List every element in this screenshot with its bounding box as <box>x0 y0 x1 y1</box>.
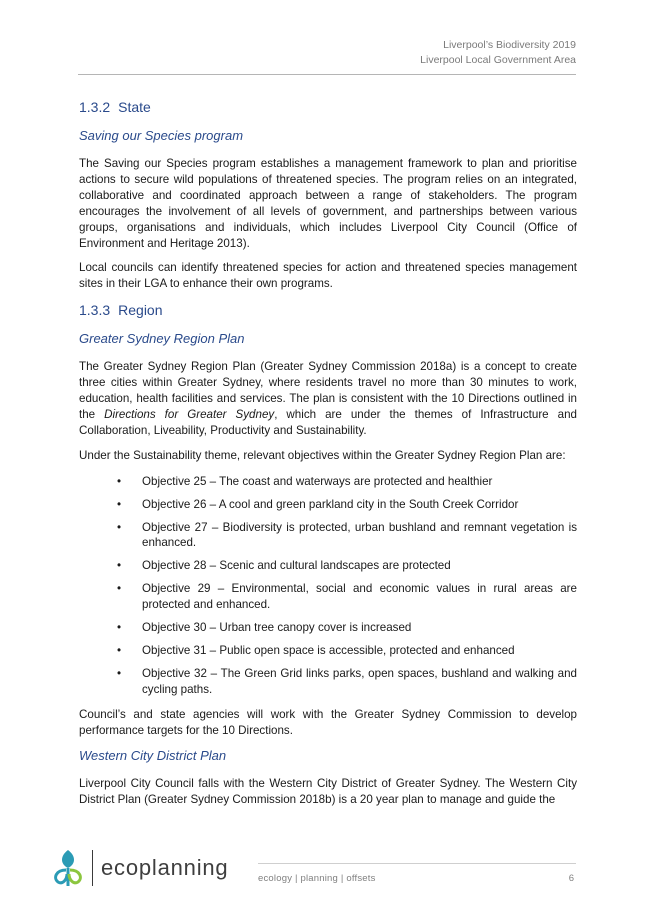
list-item-text: Objective 31 – Public open space is accessible, protected and enhanced <box>142 643 515 657</box>
bullet-icon: • <box>117 621 122 635</box>
list-item-text: Objective 32 – The Green Grid links parks, open spaces, bushland and walking and cycling paths. <box>142 666 577 696</box>
list-item <box>79 620 577 636</box>
page-body <box>79 98 577 808</box>
text-run: The Greater Sydney Region Plan (Greater Sydney Commission 2018a) is a concept to create three cities within Greater Sydney, where residents travel no more than 30 minutes to work, education, health facilities and services. The plan is consistent with the 10 Directions outlined in the <box>79 360 577 421</box>
objectives-list <box>79 474 577 698</box>
list-item-text: Objective 28 – Scenic and cultural landscapes are protected <box>142 559 451 573</box>
section-title: Region <box>118 302 163 319</box>
bullet-icon: • <box>117 666 122 680</box>
bullet-icon: • <box>117 497 122 511</box>
header-document-title: Liverpool’s Biodiversity 2019 <box>443 39 576 51</box>
section-heading-state <box>79 98 577 116</box>
list-item-text: Objective 27 – Biodiversity is protected, urban bushland and remnant vegetation is enhanced. <box>142 520 577 550</box>
bullet-icon: • <box>117 520 122 534</box>
paragraph-saving-species-1: The Saving our Species program establishes a management framework to plan and prioritise actions to secure wild populations of threatened species. The program relies on an integrated, collaborative and coordinated approach between a range of stakeholders. The program encourages the involvement of all levels of government, and partnerships between various groups, organisations and individuals, which includes Liverpool City Council (Office of Environment and Heritage 2013). <box>79 157 577 250</box>
list-item <box>79 474 577 490</box>
page-header <box>420 38 576 68</box>
text-run: , which are under the themes of Infrastructure and Collaboration, Liveability, Productivity and Sustainability. <box>79 407 577 437</box>
paragraph-saving-species-2: Local councils can identify threatened species for action and threatened species management sites in their LGA to enhance their own programs. <box>79 261 577 291</box>
bullet-icon: • <box>117 474 122 488</box>
header-area-name: Liverpool Local Government Area <box>420 54 576 66</box>
footer-divider <box>258 863 576 864</box>
paragraph-greater-sydney-1 <box>79 359 577 439</box>
ecoplanning-leaf-icon <box>50 848 86 888</box>
document-title-italic: Directions for Greater Sydney <box>104 407 275 421</box>
list-item <box>79 643 577 659</box>
list-item <box>79 581 577 613</box>
subheading-greater-sydney-region-plan: Greater Sydney Region Plan <box>79 331 245 347</box>
ecoplanning-logo <box>50 848 228 888</box>
list-item-text: Objective 26 – A cool and green parkland city in the South Creek Corridor <box>142 497 519 511</box>
subheading-saving-our-species: Saving our Species program <box>79 128 244 143</box>
list-item-text: Objective 30 – Urban tree canopy cover is increased <box>142 621 412 635</box>
list-item <box>79 666 577 698</box>
section-number: 1.3.2 <box>79 99 111 115</box>
logo-divider <box>92 850 93 886</box>
subheading-western-city-district-plan: Western City District Plan <box>79 748 227 764</box>
section-number: 1.3.3 <box>79 302 111 319</box>
list-item <box>79 520 577 552</box>
page-number: 6 <box>568 873 574 884</box>
footer-tagline: ecology | planning | offsets <box>258 873 376 884</box>
section-title: State <box>118 99 151 115</box>
list-item <box>79 558 577 574</box>
list-item-text: Objective 29 – Environmental, social and economic values in rural areas are protected and enhanced. <box>142 582 577 612</box>
logo-wordmark: ecoplanning <box>101 855 229 880</box>
paragraph-western-city-1: Liverpool City Council falls with the Western City District of Greater Sydney. The Western City District Plan (Greater Sydney Commission 2018b) is a 20 year plan to manage and guide the <box>79 777 577 807</box>
bullet-icon: • <box>117 643 122 657</box>
list-item-text: Objective 25 – The coast and waterways are protected and healthier <box>142 474 493 488</box>
header-divider <box>78 74 576 75</box>
list-item <box>79 497 577 513</box>
bullet-icon: • <box>117 559 122 573</box>
section-heading-region <box>79 301 577 319</box>
bullet-icon: • <box>117 582 122 596</box>
paragraph-greater-sydney-2: Under the Sustainability theme, relevant objectives within the Greater Sydney Region Plan are: <box>79 448 566 462</box>
paragraph-greater-sydney-3: Council’s and state agencies will work with the Greater Sydney Commission to develop performance targets for the 10 Directions. <box>79 707 577 737</box>
